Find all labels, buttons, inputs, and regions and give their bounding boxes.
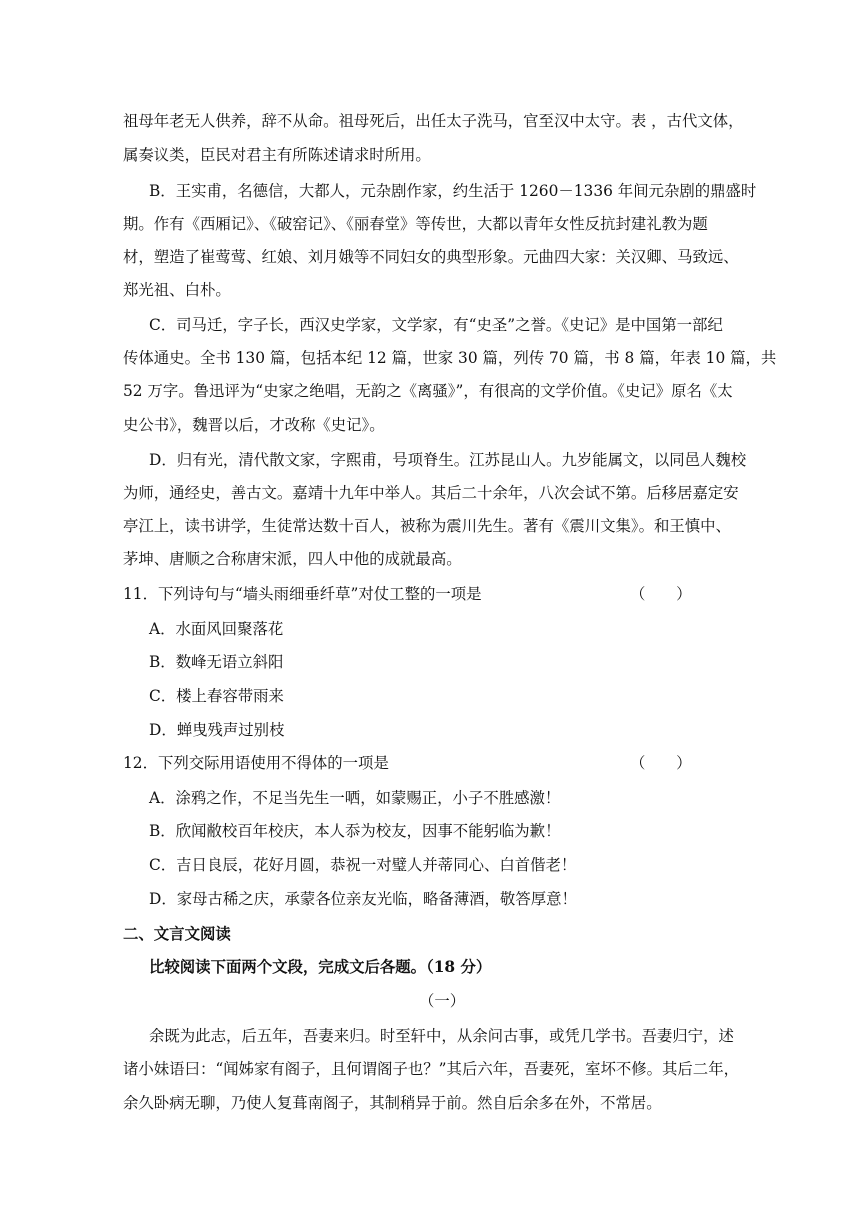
answer-paren: （ ） <box>630 585 692 603</box>
document-page: 祖母年老无人供养，辞不从命。祖母死后，出任太子洗马，官至汉中太守。表 ，古代文体， 属奏议类，臣民对君主有所陈述请求时所用。 B．王实甫，名德信，大都人，元杂剧作家，约生活于 1260－1336 年间元杂剧的鼎盛时 期。作有《西厢记》、《破窑记》、《丽春堂》等传世，大都以青年女性反抗封建礼教为题 材，塑造了崔莺莺、红娘、刘月娥等不同妇女的典型形象。元曲四大家：关汉卿、马致远、 郑光祖、白朴。 C．司马迁，字子长，西汉史学家，文学家，有“史圣”之誉。《史记》是中国第一部纪 传体通史。全书 130 篇，包括本纪 12 篇，世家 30 篇，列传 70 篇，书 8 篇，年表 10 篇，共 52 万字。鲁迅评为“史家之绝唱，无韵之《离骚》”，有很高的文学价值。《史记》原名《太 史公书》，魏晋以后，才改称《史记》。 D．归有光，清代散文家，字熙甫，号项脊生。江苏昆山人。九岁能属文，以同邑人魏校 为师，通经史，善古文。嘉靖十九年中举人。其后二十余年，八次会试不第。后移居嘉定安 亭江上，读书讲学，生徒常达数十百人，被称为震川先生。著有《震川文集》。和王慎中、 茅坤、唐顺之合称唐宋派，四人中他的成就最高。 11．下列诗句与“墙头雨细垂纤草”对仗工整的一项是 （ ） A．水面风回聚落花 B．数峰无语立斜阳 C．楼上春容带雨来 D．蝉曳残声过别枝 12．下列交际用语使用不得体的一项是 （ ） A．涂鸦之作，不足当先生一哂，如蒙赐正，小子不胜感激！ B．欣闻敝校百年校庆，本人忝为校友，因事不能躬临为歉！ C．吉日良辰，花好月圆，恭祝一对璧人并蒂同心、白首偕老！ D．家母古稀之庆，承蒙各位亲友光临，略备薄酒，敬答厚意！ 二、文言文阅读 比较阅读下面两个文段，完成文后各题。（18 分） （一） 余既为此志，后五年，吾妻来归。时至轩中，从余问古事，或凭几学书。吾妻归宁，述 诸小妹语曰：“闻姊家有阁子，且何谓阁子也？”其后六年，吾妻死，室坏不修。其后二年， 余久卧病无聊，乃使人复葺南阁子，其制稍异于前。然自后余多在外，不常居。 <box>123 112 777 1112</box>
answer-paren: （ ） <box>630 754 692 772</box>
